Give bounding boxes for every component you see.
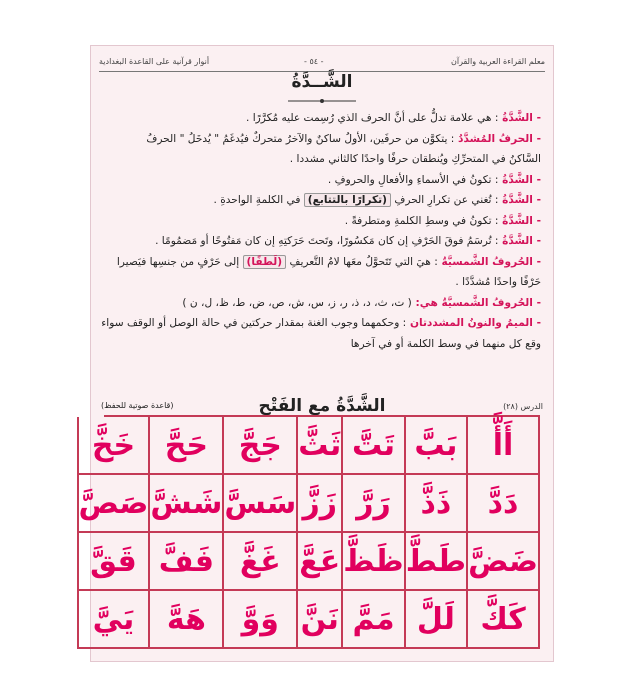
- rule-line: [103, 252, 541, 273]
- book-page: [78, 45, 554, 662]
- rule-line: [103, 170, 541, 191]
- rule-text: : تُرسَمُ فوقَ الحَرْفِ إن كان مَكسُورًا، وتَحتَ حَرَكتِهِ إن كان مَفتُوحًا أو مَضمُومًا .: [155, 235, 499, 247]
- rule-label: - الحُروفُ الشَّمسيَّةُ هي:: [411, 296, 541, 309]
- rule-line: [103, 129, 541, 150]
- letter-cell: سَسَّ: [222, 475, 296, 533]
- boxed-term: (لَطفًا): [243, 255, 287, 269]
- rule-label: - الشَّدَّةُ: [498, 112, 541, 124]
- rule-line: [103, 231, 541, 252]
- rule-text-after: في الكلمةِ الواحدةِ .: [213, 194, 304, 206]
- rule-text: : تكونُ في وسطِ الكلمةِ ومتطرفةً .: [344, 214, 499, 227]
- rule-text: : تكونُ في الأسماءِ والأفعالِ والحروفِ .: [327, 173, 499, 186]
- rule-line: [103, 108, 541, 129]
- rule-text: وقع كل منهما في وسط الكلمة أو في آخرها: [350, 337, 541, 350]
- lesson-title: الشَّدَّةُ مع الفَتْح: [258, 396, 386, 416]
- rule-line: [103, 211, 541, 232]
- letter-cell: بَبَّ: [404, 417, 466, 475]
- boxed-term: (تكرارًا بالتتابع): [304, 193, 391, 207]
- rule-line: [103, 334, 541, 355]
- page-title: الشَّــدَّةُ: [291, 72, 353, 92]
- letter-cell: يَيَّ: [77, 591, 149, 649]
- letter-cell: وَوَّ: [222, 591, 296, 649]
- letter-cell: طَطَّ: [404, 533, 466, 591]
- lesson-number: الدرس (٢٨): [503, 402, 543, 411]
- letter-cell: عَعَّ: [296, 533, 341, 591]
- rule-line: [103, 313, 541, 334]
- letter-cell: رَرَّ: [341, 475, 403, 533]
- letter-cell: غَغَّ: [222, 533, 296, 591]
- letter-cell: ظَظَّ: [341, 533, 403, 591]
- letter-cell: أَأَّ: [466, 417, 538, 475]
- letter-cell: دَدَّ: [466, 475, 538, 533]
- rule-text: حَرْفًا واحدًا مُشدَّدًا .: [455, 276, 541, 288]
- letters-grid: [78, 415, 540, 649]
- letter-cell: مَمَّ: [341, 591, 403, 649]
- letter-cell: ذَذَّ: [404, 475, 466, 533]
- letter-cell: لَلَّ: [404, 591, 466, 649]
- letter-cell: نَنَّ: [296, 591, 341, 649]
- rule-text: ( ت، ث، د، ذ، ر، ز، س، ش، ص، ض، ط، ظ، ل، ن ): [182, 296, 412, 309]
- letter-cell: قَقَّ: [77, 533, 149, 591]
- letter-cell: هَهَّ: [148, 591, 222, 649]
- rule-label: - الشَّدَّةُ: [498, 173, 541, 186]
- rule-line: [103, 190, 541, 211]
- title-ornament-icon: [286, 98, 358, 104]
- rule-line: [103, 149, 541, 170]
- running-header: [99, 54, 545, 70]
- letter-cell: ضَضَّ: [466, 533, 538, 591]
- rule-label: - الشَّدَّةُ: [498, 194, 541, 206]
- rule-text: : هيَ التي تَتَحوَّلُ معَها لامُ التَّعريفِ: [289, 255, 438, 268]
- header-left-title: أنوار قرآنية على القاعدة البغدادية: [99, 57, 210, 66]
- letter-cell: تَتَّ: [341, 417, 403, 475]
- rule-label: - الشَّدَّةُ: [498, 235, 541, 247]
- rule-text: : وحكمهما وجوب الغنة بمقدار حركتين في حالة الوصل أو الوقف سواء: [101, 317, 407, 329]
- rule-text: : هي علامة تدلُّ على أنَّ الحرف الذي رُسِمت عليه مُكرَّرًا .: [245, 112, 499, 124]
- lesson-tag: (قاعدة صوتية للحفظ): [101, 401, 174, 410]
- letter-cell: شَشَّ: [148, 475, 222, 533]
- rules-text: [103, 108, 541, 354]
- letter-cell: خَخَّ: [77, 417, 149, 475]
- rule-label: - الحرفُ المُشدَّدُ: [454, 132, 541, 145]
- rule-text: : تُغني عن تكرارِ الحرفِ: [394, 194, 499, 206]
- rule-label: - الحُروفُ الشَّمسيَّةُ: [437, 255, 541, 268]
- letter-cell: كَكَّ: [466, 591, 538, 649]
- letter-cell: فَفَّ: [148, 533, 222, 591]
- rule-text: السَّاكنُ في المتحرِّكِ ويُنطقان حرفًا واحدًا كالثاني مشددا .: [289, 153, 541, 165]
- rule-line: [103, 272, 541, 293]
- letter-cell: جَجَّ: [222, 417, 296, 475]
- rule-label: - الميمُ والنونُ المشددتان: [406, 317, 541, 329]
- letter-cell: صَصَّ: [77, 475, 149, 533]
- header-right-title: معلم القراءة العربية والقرآن: [451, 57, 545, 66]
- letter-cell: حَحَّ: [148, 417, 222, 475]
- rule-text: : يتكوَّن من حرفَين، الأولُ ساكنٌ والآخرُ متحركٌ فيُدغَمُ " يُدخَلُ " الحرفُ: [146, 132, 455, 145]
- rule-label: - الشَّدَّةُ: [498, 214, 541, 227]
- rule-text-after: إلى حَرْفٍ من جنسِها فيَصيرا: [116, 255, 243, 268]
- rule-line: [103, 293, 541, 314]
- letter-cell: ثَثَّ: [296, 417, 341, 475]
- letter-cell: زَزَّ: [296, 475, 341, 533]
- page-number: - ٥٤ -: [304, 57, 324, 66]
